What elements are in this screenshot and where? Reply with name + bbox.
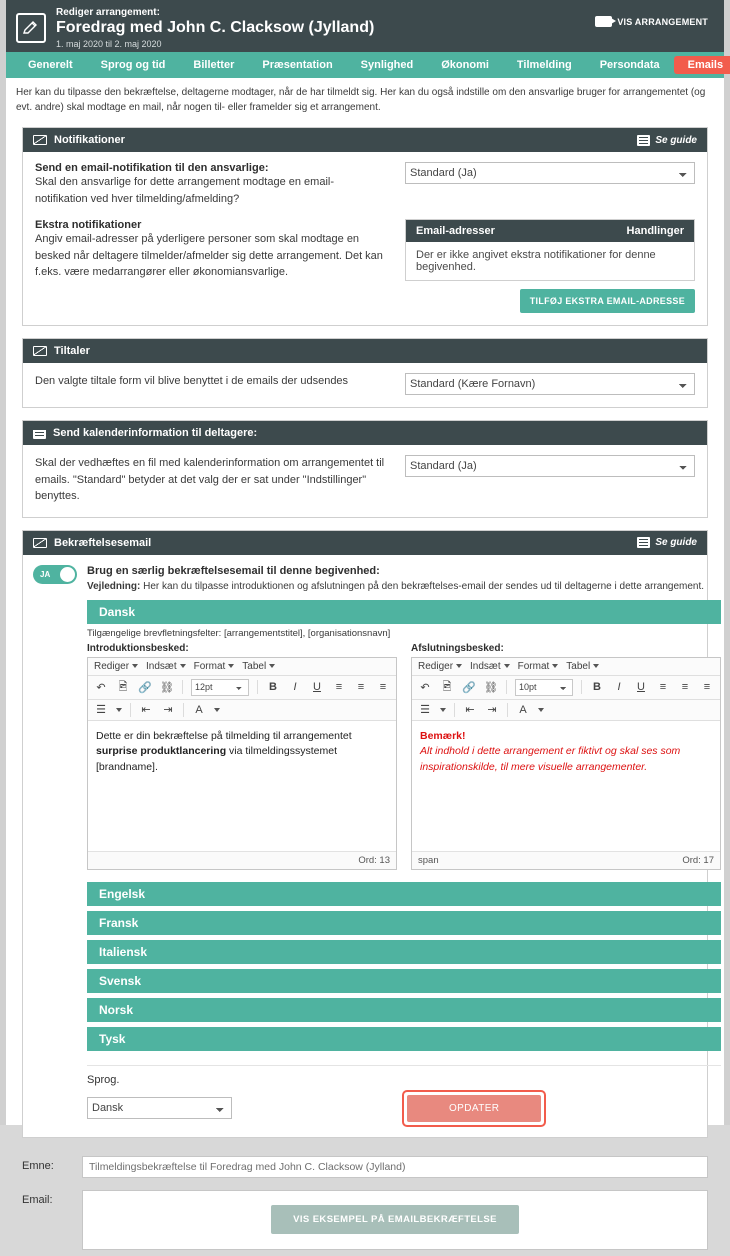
menu-format[interactable] <box>518 661 559 672</box>
preview-email-button[interactable]: VIS EKSEMPEL PÅ EMAILBEKRÆFTELSE <box>271 1205 519 1234</box>
closing-note-title: Bemærk! <box>420 729 466 742</box>
intro-word-count: Ord: 13 <box>358 854 390 866</box>
intro-editor-toolbar-row1[interactable] <box>88 676 396 700</box>
indent-icon[interactable]: ⇥ <box>163 704 173 716</box>
closing-editor-statusbar <box>412 851 720 869</box>
app-header <box>6 0 724 52</box>
email-label: Email: <box>22 1193 53 1206</box>
envelope-icon <box>33 538 47 548</box>
tab-billetter[interactable]: Billetter <box>193 59 235 71</box>
tab-tilmelding[interactable]: Tilmelding <box>516 59 572 71</box>
outdent-icon[interactable]: ⇤ <box>465 704 475 716</box>
menu-rediger[interactable] <box>94 661 138 672</box>
intro-body-line2: via tilmeldingssystemet [brandname]. <box>96 745 337 773</box>
tab-persondata[interactable]: Persondata <box>599 59 660 71</box>
calendar-select[interactable] <box>405 455 695 477</box>
menu-label: Tabel <box>566 660 591 672</box>
chevron-down-icon[interactable] <box>440 708 446 712</box>
edit-event-icon <box>16 13 46 43</box>
closing-note-text: Alt indhold i dette arrangement er fiktivt og skal ses som inspirationskilde, til mere visuelle arrangementer. <box>420 745 681 773</box>
sprog-row <box>87 1090 721 1127</box>
col-handlinger: Handlinger <box>626 225 684 237</box>
chevron-down-icon[interactable] <box>538 708 544 712</box>
tab-sprog-og-tid[interactable]: Sprog og tid <box>100 59 166 71</box>
menu-tabel[interactable] <box>242 661 275 672</box>
toggle-label: JA <box>40 569 51 579</box>
intro-text: Her kan du tilpasse den bekræftelse, deltagerne modtager, når de har tilmeldt sig. Her kan du også indstille om den ansvarlige bruger for arrangementet (og evt. andre) skal modtage en mail, når nogen til- eller framelder sig et arrangement. <box>16 87 706 113</box>
intro-editor-content[interactable] <box>88 721 396 851</box>
panel-kalender-body <box>23 445 707 517</box>
panel-tiltaler-body <box>23 363 707 407</box>
align-center-icon[interactable]: ≡ <box>357 681 365 693</box>
tab-synlighed[interactable]: Synlighed <box>360 59 414 71</box>
toolbar-separator <box>581 680 582 694</box>
panel-tiltaler-title: Tiltaler <box>54 345 90 357</box>
toolbar-separator <box>182 680 183 694</box>
bold-icon[interactable]: B <box>269 681 277 693</box>
toolbar-separator <box>257 680 258 694</box>
underline-icon[interactable]: U <box>637 681 645 693</box>
language-tab-engelsk[interactable]: Engelsk <box>87 882 721 906</box>
link-icon[interactable]: 🔗 <box>462 681 476 694</box>
link-icon[interactable]: 🔗 <box>138 681 152 694</box>
chevron-down-icon <box>593 664 599 668</box>
sprog-label: Sprog. <box>87 1073 120 1086</box>
calendar-icon <box>33 427 46 439</box>
update-button[interactable]: OPDATER <box>407 1095 541 1122</box>
align-right-icon[interactable]: ≡ <box>379 681 387 693</box>
panel-kalender-title: Send kalenderinformation til deltagere: <box>53 427 258 439</box>
intro-editor[interactable] <box>87 657 397 870</box>
closing-editor-column <box>411 643 721 870</box>
chevron-down-icon <box>269 664 275 668</box>
outdent-icon[interactable]: ⇤ <box>141 704 151 716</box>
undo-icon[interactable]: ↶ <box>420 681 430 694</box>
responsible-question: Skal den ansvarlige for dette arrangement modtage en email-notifikation ved hver tilmelding/afmelding? <box>35 176 335 205</box>
image-icon[interactable]: 🖻 <box>118 680 128 693</box>
undo-icon[interactable]: ↶ <box>96 681 106 694</box>
closing-editor-toolbar-row1[interactable] <box>412 676 720 700</box>
subject-row <box>22 1150 708 1184</box>
menu-label: Indsæt <box>470 660 501 672</box>
closing-editor-label: Afslutningsbesked: <box>411 642 504 654</box>
guidance-label: Vejledning: <box>87 580 141 592</box>
subject-input[interactable] <box>82 1156 708 1178</box>
header-subtitle: Rediger arrangement: <box>56 6 160 18</box>
add-extra-email-button[interactable]: TILFØJ EKSTRA EMAIL-ADRESSE <box>520 289 695 313</box>
language-tab-fransk[interactable]: Fransk <box>87 911 721 935</box>
guide-icon <box>637 135 650 146</box>
salutation-text: Den valgte tiltale form vil blive benyttet i de emails der udsendes <box>35 375 349 387</box>
panel-notifikationer-body <box>23 152 707 325</box>
editors-container <box>87 643 721 870</box>
unlink-icon[interactable]: ⛓ <box>160 681 174 694</box>
panel-tiltaler <box>22 338 708 408</box>
responsible-notification-row <box>35 162 695 207</box>
closing-fontsize-select[interactable] <box>515 679 573 696</box>
main-tabs[interactable] <box>6 52 724 78</box>
menu-label: Rediger <box>94 660 130 672</box>
closing-editor[interactable] <box>411 657 721 870</box>
guidance-block <box>87 579 721 594</box>
menu-rediger[interactable] <box>418 661 462 672</box>
header-text-block <box>56 7 374 49</box>
bold-icon[interactable]: B <box>593 681 601 693</box>
chevron-down-icon <box>456 664 462 668</box>
tab-praesentation[interactable]: Præsentation <box>262 59 333 71</box>
closing-word-count: Ord: 17 <box>682 854 714 866</box>
chevron-down-icon <box>504 664 510 668</box>
salutation-row <box>35 373 695 395</box>
text-color-icon[interactable]: A <box>195 703 203 716</box>
chevron-down-icon <box>552 664 558 668</box>
view-event-label: VIS ARRANGEMENT <box>617 16 708 27</box>
intro-editor-column <box>87 643 397 870</box>
sprog-select[interactable] <box>87 1097 232 1119</box>
chevron-down-icon <box>228 664 234 668</box>
menu-label: Indsæt <box>146 660 177 672</box>
guidance-text: Her kan du tilpasse introduktionen og afslutningen på den bekræftelses-email der sendes ud til deltagerne i dette arrangement. <box>143 580 705 592</box>
bekraeftelsesemail-guide-link[interactable] <box>637 537 697 548</box>
chevron-down-icon[interactable] <box>214 708 220 712</box>
merge-fields-note: Tilgængelige brevfletningsfelter: [arrangementstitel], [organisationsnavn] <box>87 627 391 639</box>
chevron-down-icon <box>132 664 138 668</box>
menu-label: Rediger <box>418 660 454 672</box>
subject-label: Emne: <box>22 1159 54 1172</box>
toolbar-separator <box>507 703 508 717</box>
underline-icon[interactable]: U <box>313 681 321 693</box>
intro-body-line1: Dette er din bekræftelse på tilmelding til arrangementet <box>96 729 352 742</box>
extra-notifications-title: Ekstra notifikationer <box>35 219 142 231</box>
chevron-down-icon[interactable] <box>116 708 122 712</box>
guide-icon <box>637 537 650 548</box>
intro-editor-statusbar <box>88 851 396 869</box>
panel-bekraeftelsesemail-body <box>23 555 714 1137</box>
envelope-icon <box>33 346 47 356</box>
panel-kalenderinformation <box>22 420 708 518</box>
notifikationer-guide-link[interactable] <box>637 135 697 146</box>
language-tab-tysk[interactable]: Tysk <box>87 1027 721 1051</box>
align-right-icon[interactable]: ≡ <box>703 681 711 693</box>
responsible-notification-select[interactable] <box>405 162 695 184</box>
panel-bekraeftelsesemail-header <box>23 531 707 555</box>
guide-label: Se guide <box>655 537 697 548</box>
menu-indsaet[interactable] <box>470 661 510 672</box>
align-left-icon[interactable]: ≡ <box>335 681 343 693</box>
envelope-icon <box>33 135 47 145</box>
closing-editor-menubar[interactable] <box>412 658 720 676</box>
panel-tiltaler-header <box>23 339 707 363</box>
header-dates: 1. maj 2020 til 2. maj 2020 <box>56 38 162 49</box>
tab-generelt[interactable]: Generelt <box>28 59 73 71</box>
intro-editor-toolbar-row2[interactable] <box>88 700 396 721</box>
panel-notifikationer-header <box>23 128 707 152</box>
panel-bekraeftelsesemail <box>22 530 714 1138</box>
intro-body-bold: surprise produktlancering <box>96 745 227 758</box>
responsible-label: Send en email-notifikation til den ansvarlige: <box>35 162 269 174</box>
extra-notifications-table <box>405 219 695 281</box>
align-left-icon[interactable]: ≡ <box>659 681 667 693</box>
closing-editor-content[interactable] <box>412 721 720 851</box>
indent-icon[interactable]: ⇥ <box>487 704 497 716</box>
intro-editor-menubar[interactable] <box>88 658 396 676</box>
language-tab-dansk[interactable]: Dansk <box>87 600 721 624</box>
special-email-toggle-row <box>33 564 714 1127</box>
extra-notifications-text: Angiv email-adresser på yderligere personer som skal modtage en besked når deltagere tilmelder/afmelder sig dette arrangement. Det kan f.eks. være medarrangører eller økonomiansvarlige. <box>35 233 383 278</box>
image-icon[interactable]: 🖻 <box>442 680 452 693</box>
chevron-down-icon <box>180 664 186 668</box>
special-email-toggle[interactable] <box>33 565 77 584</box>
italic-icon[interactable]: I <box>617 681 621 693</box>
unlink-icon[interactable]: ⛓ <box>484 681 498 694</box>
calendar-row <box>35 455 695 505</box>
view-event-button[interactable] <box>591 12 712 31</box>
calendar-text: Skal der vedhæftes en fil med kalenderinformation om arrangementet til emails. "Standard" betyder at det valg der er sat under "Indstillinger" benyttes. <box>35 457 385 502</box>
toolbar-separator <box>183 703 184 717</box>
panel-bekraeftelsesemail-title: Bekræftelsesemail <box>54 536 152 549</box>
panel-notifikationer-title: Notifikationer <box>54 134 125 146</box>
language-tab-italiensk[interactable]: Italiensk <box>87 940 721 964</box>
panel-notifikationer <box>22 127 708 326</box>
bullet-list-icon[interactable]: ☰ <box>96 704 106 716</box>
tab-okonomi[interactable]: Økonomi <box>441 59 489 71</box>
language-tab-norsk[interactable]: Norsk <box>87 998 721 1022</box>
tab-emails[interactable]: Emails <box>674 56 730 74</box>
italic-icon[interactable]: I <box>293 681 297 693</box>
menu-label: Format <box>193 660 226 672</box>
bullet-list-icon[interactable]: ☰ <box>420 704 430 716</box>
email-row <box>22 1184 708 1256</box>
sprog-section <box>87 1065 721 1127</box>
extra-notifications-row <box>35 219 695 313</box>
toolbar-separator <box>506 680 507 694</box>
col-email-adresser: Email-adresser <box>416 225 495 237</box>
menu-tabel[interactable] <box>566 661 599 672</box>
bottom-section <box>6 1150 724 1256</box>
closing-editor-toolbar-row2[interactable] <box>412 700 720 721</box>
toolbar-separator <box>130 703 131 717</box>
menu-label: Format <box>517 660 550 672</box>
language-tab-svensk[interactable]: Svensk <box>87 969 721 993</box>
menu-format[interactable] <box>194 661 235 672</box>
intro-fontsize-select[interactable] <box>191 679 249 696</box>
extra-notifications-table-header <box>406 220 694 242</box>
guide-label: Se guide <box>655 134 697 146</box>
align-center-icon[interactable]: ≡ <box>681 681 689 693</box>
camera-icon <box>595 16 612 27</box>
toolbar-separator <box>454 703 455 717</box>
salutation-select[interactable] <box>405 373 695 395</box>
extra-notifications-empty-text: Der er ikke angivet ekstra notifikationer for denne begivenhed. <box>406 242 694 280</box>
text-color-icon[interactable]: A <box>519 703 527 716</box>
menu-label: Tabel <box>242 660 267 672</box>
email-preview-box <box>82 1190 708 1250</box>
closing-status-path: span <box>418 854 439 866</box>
special-email-label: Brug en særlig bekræftelsesemail til denne begivenhed: <box>87 564 380 577</box>
menu-indsaet[interactable] <box>146 661 186 672</box>
intro-editor-label: Introduktionsbesked: <box>87 642 189 654</box>
update-button-highlight <box>402 1090 546 1127</box>
panel-kalender-header <box>23 421 707 445</box>
page-title: Foredrag med John C. Clacksow (Jylland) <box>56 19 375 37</box>
